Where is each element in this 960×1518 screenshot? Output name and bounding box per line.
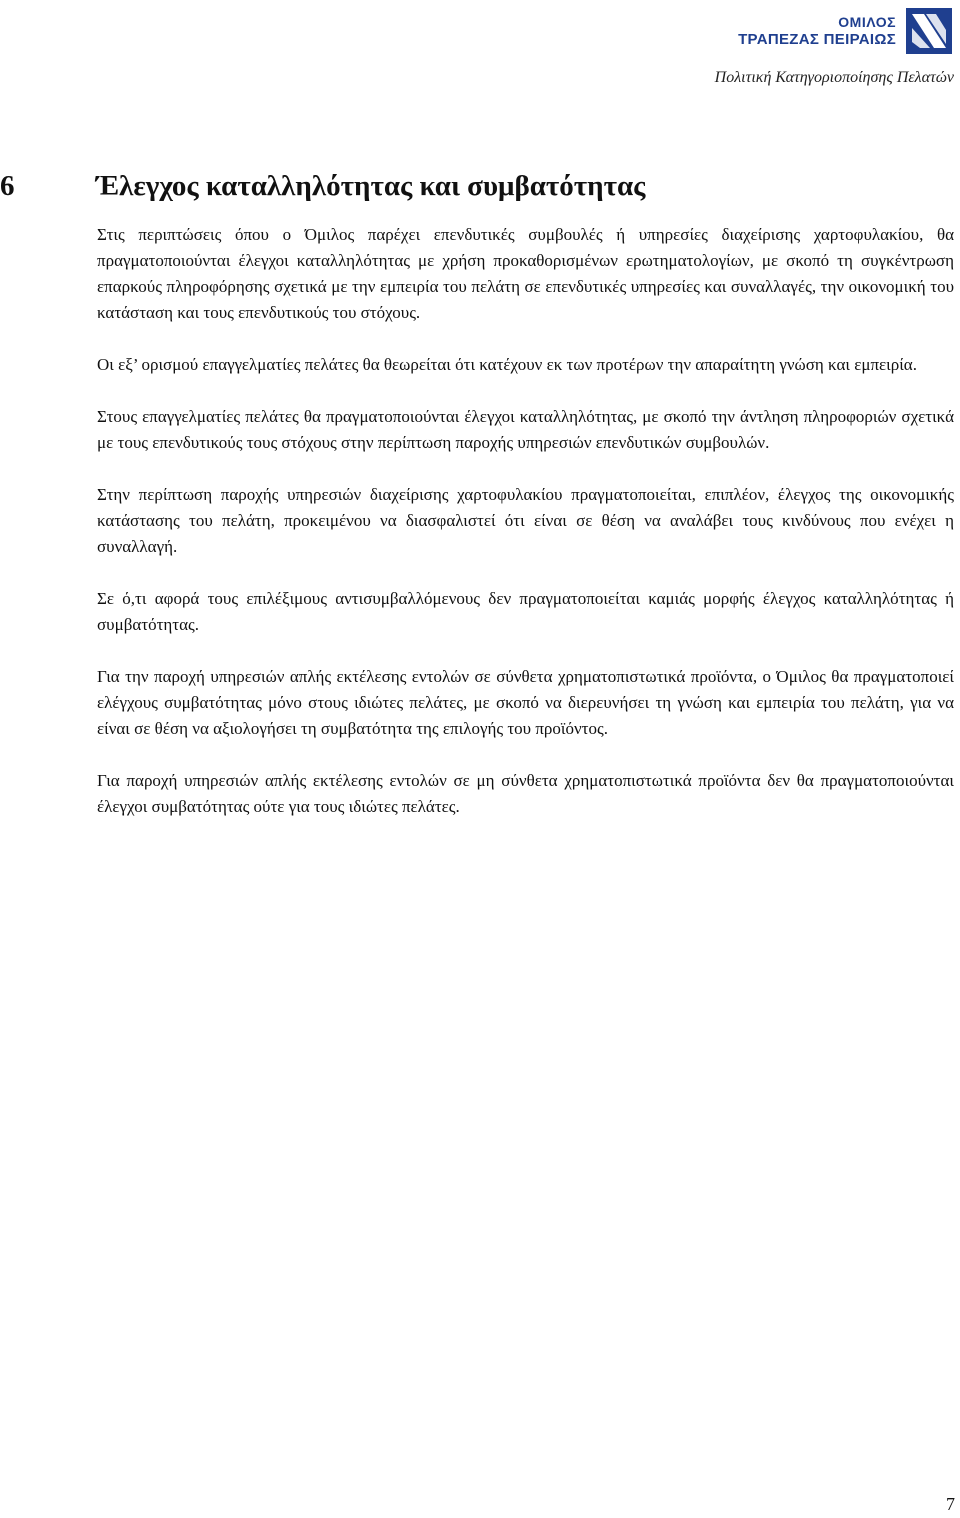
paragraph-eligible-counterparties: Σε ό,τι αφορά τους επιλέξιμους αντισυμβαλλόμενους δεν πραγματοποιείται καμιάς μορφής έλεγχος καταλληλότητας ή συμβατότητας. — [97, 589, 954, 634]
logo-text — [738, 14, 896, 48]
page-number: 7 — [946, 1494, 955, 1514]
paragraph-portfolio-management: Στην περίπτωση παροχής υπηρεσιών διαχείρισης χαρτοφυλακίου πραγματοποιείται, επιπλέον, έλεγχος της οικονομικής κατάστασης του πελάτη, προκειμένου να διασφαλιστεί ότι είναι σε θέση να αναλάβει τους κινδύνους που ενέχει η συναλλαγή. — [97, 485, 954, 556]
bank-logo — [738, 8, 952, 54]
piraeus-bank-logo-icon — [906, 8, 952, 54]
section-title: Έλεγχος καταλληλότητας και συμβατότητας — [96, 170, 646, 202]
paragraph-professional-clients-suitability: Στους επαγγελματίες πελάτες θα πραγματοποιούνται έλεγχοι καταλληλότητας, με σκοπό την άντληση πληροφοριών σχετικά με τους επενδυτικούς τους στόχους στην περίπτωση παροχής υπηρεσιών επενδυτικών συμβουλών. — [97, 407, 954, 452]
paragraph-professional-clients-knowledge: Οι εξ’ ορισμού επαγγελματίες πελάτες θα θεωρείται ότι κατέχουν εκ των προτέρων την απαραίτητη γνώση και εμπειρία. — [97, 355, 917, 374]
section-number: 6 — [0, 170, 15, 202]
logo-line-2: ΤΡΑΠΕΖΑΣ ΠΕΙΡΑΙΩΣ — [738, 31, 896, 48]
section-body — [97, 222, 954, 846]
paragraph-suitability-checks: Στις περιπτώσεις όπου ο Όμιλος παρέχει επενδυτικές συμβουλές ή υπηρεσίες διαχείρισης χαρτοφυλακίου, θα πραγματοποιούνται έλεγχοι καταλληλότητας με χρήση προκαθορισμένων ερωτηματολογίων, με σκοπό τη συγκέντρωση επαρκούς πληροφόρησης σχετικά με την εμπειρία του πελάτη σε επενδυτικές υπηρεσίες και συναλλαγές, την οικονομική του κατάσταση και τους επενδυτικούς του στόχους. — [97, 225, 954, 322]
logo-line-1: ΟΜΙΛΟΣ — [838, 14, 896, 30]
paragraph-non-complex-products: Για παροχή υπηρεσιών απλής εκτέλεσης εντολών σε μη σύνθετα χρηματοπιστωτικά προϊόντα δεν θα πραγματοποιούνται έλεγχοι συμβατότητας ούτε για τους ιδιώτες πελάτες. — [97, 771, 954, 816]
paragraph-complex-products: Για την παροχή υπηρεσιών απλής εκτέλεσης εντολών σε σύνθετα χρηματοπιστωτικά προϊόντα, ο Όμιλος θα πραγματοποιεί ελέγχους συμβατότητας μόνο στους ιδιώτες πελάτες, με σκοπό να διερευνήσει τη γνώση και εμπειρία του πελάτη, για να είναι σε θέση να αξιολογήσει τη συμβατότητα της επιλογής του προϊόντος. — [97, 667, 954, 738]
document-title-header: Πολιτική Κατηγοριοποίησης Πελατών — [714, 69, 954, 86]
